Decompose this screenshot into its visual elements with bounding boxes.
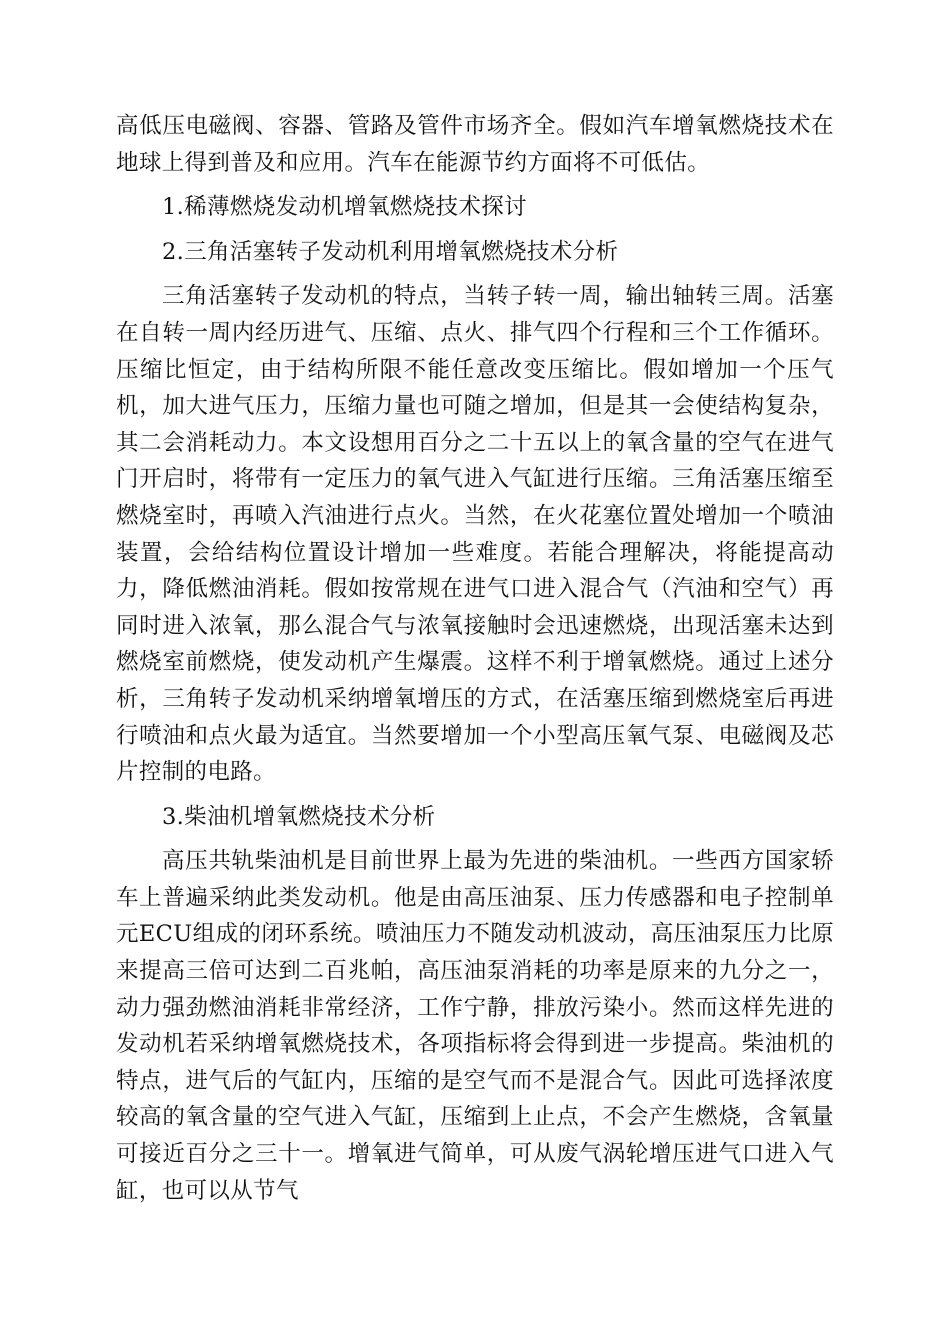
paragraph-continuation: 高低压电磁阀、容器、管路及管件市场齐全。假如汽车增氧燃烧技术在地球上得到普及和应用。汽车在能源节约方面将不可低估。 xyxy=(116,113,834,176)
section-heading-3: 3.柴油机增氧燃烧技术分析 xyxy=(162,803,436,830)
paragraph-diesel-engine: 高压共轨柴油机是目前世界上最为先进的柴油机。一些西方国家轿车上普遍采纳此类发动机。他是由高压油泵、压力传感器和电子控制单元ECU组成的闭环系统。喷油压力不随发动机波动，高压油泵压力比原来提高三倍可达到二百兆帕，高压油泵消耗的功率是原来的九分之一，动力强劲燃油消耗非常经济，工作宁静，排放污染小。然而这样先进的发动机若采纳增氧燃烧技术，各项指标将会得到进一步提高。柴油机的特点，进气后的气缸内，压缩的是空气而不是混合气。因此可选择浓度较高的氧含量的空气进入气缸，压缩到上止点，不会产生燃烧，含氧量可接近百分之三十一。增氧进气简单，可从废气涡轮增压进气口进入气缸，也可以从节气 xyxy=(116,848,834,1204)
paragraph-rotary-engine: 三角活塞转子发动机的特点，当转子转一周，输出轴转三周。活塞在自转一周内经历进气、压缩、点火、排气四个行程和三个工作循环。压缩比恒定，由于结构所限不能任意改变压缩比。假如增加一个压气机，加大进气压力，压缩力量也可随之增加，但是其一会使结构复杂，其二会消耗动力。本文设想用百分之二十五以上的氧含量的空气在进气门开启时，将带有一定压力的氧气进入气缸进行压缩。三角活塞压缩至燃烧室时，再喷入汽油进行点火。当然，在火花塞位置处增加一个喷油装置，会给结构位置设计增加一些难度。若能合理解决，将能提高动力，降低燃油消耗。假如按常规在进气口进入混合气（汽油和空气）再同时进入浓氧，那么混合气与浓氧接触时会迅速燃烧，出现活塞未达到燃烧室前燃烧，使发动机产生爆震。这样不利于增氧燃烧。通过上述分析，三角转子发动机采纳增氧增压的方式，在活塞压缩到燃烧室后再进行喷油和点火最为适宜。当然要增加一个小型高压氧气泵、电磁阀及芯片控制的电路。 xyxy=(116,283,834,786)
document-page xyxy=(116,108,834,1209)
section-heading-2: 2.三角活塞转子发动机利用增氧燃烧技术分析 xyxy=(162,238,619,265)
section-heading-1: 1.稀薄燃烧发动机增氧燃烧技术探讨 xyxy=(162,194,527,221)
